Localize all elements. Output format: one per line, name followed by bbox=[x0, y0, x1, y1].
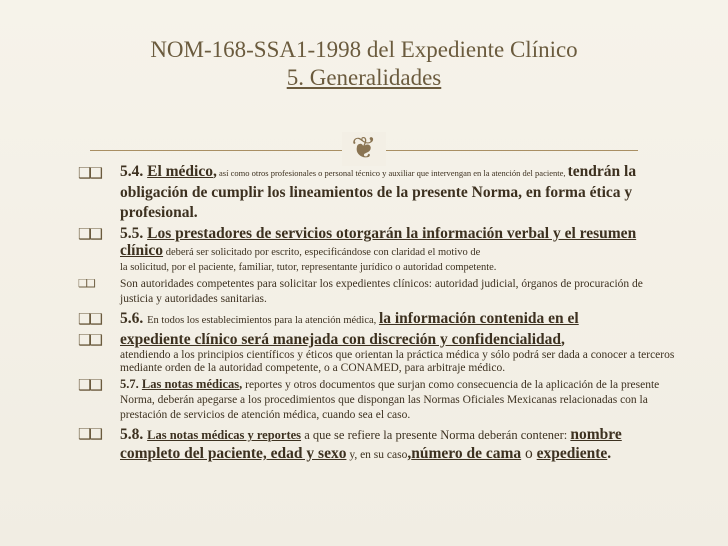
comma: , bbox=[213, 163, 217, 180]
period: . bbox=[607, 445, 612, 462]
square-bullet-icon: ❑❑ bbox=[78, 166, 101, 182]
square-bullet-icon: ❑❑ bbox=[78, 227, 101, 243]
square-bullet-icon: ❑❑ bbox=[78, 312, 101, 328]
item-emphasis-name: nombre completo del paciente, edad y sexo bbox=[120, 426, 622, 462]
item-emphasis: tendrán la obligación de cumplir los lineamientos de la presente Norma, en forma ética y profesional. bbox=[120, 163, 637, 221]
list-item-5-4 bbox=[78, 162, 678, 223]
list-item-5-8 bbox=[78, 425, 678, 464]
item-text: o bbox=[521, 445, 537, 462]
item-emphasis-bed: número de cama bbox=[411, 445, 522, 462]
item-text: y, en su caso bbox=[346, 449, 408, 461]
item-emphasis-record: expediente bbox=[536, 445, 608, 462]
item-heading: la información contenida en el bbox=[378, 310, 579, 327]
item-heading: Los prestadores de servicios otorgarán la información verbal y el resumen clínico bbox=[120, 225, 637, 259]
square-bullet-icon: ❑❑ bbox=[78, 333, 101, 349]
item-number: 5.4. bbox=[120, 163, 148, 180]
list-item-5-6 bbox=[78, 309, 678, 375]
list-item-authorities bbox=[78, 276, 678, 306]
comma: , bbox=[239, 377, 243, 391]
item-heading: Las notas médicas bbox=[141, 377, 240, 391]
title-line-1: NOM-168-SSA1-1998 del Expediente Clínico bbox=[150, 37, 578, 62]
item-text: Son autoridades competentes para solicitar los expedientes clínicos: autoridad judicial, órganos de procuración de justicia y autoridades sanitarias. bbox=[120, 278, 643, 305]
comma: , bbox=[561, 331, 565, 348]
item-number: 5.8. bbox=[120, 426, 148, 443]
item-text: En todos los establecimientos para la atención médica, bbox=[147, 315, 379, 326]
item-number: 5.5. bbox=[120, 225, 148, 242]
item-text: atendiendo a los principios científicos y éticos que orientan la práctica médica y sólo podrá ser dada a conocer a terceros mediante orden de la autoridad competente, o a CONAMED, para arbitraje médico. bbox=[120, 349, 675, 374]
square-bullet-icon: ❑❑ bbox=[78, 278, 94, 290]
title-line-2: 5. Generalidades bbox=[286, 65, 442, 90]
slide-title bbox=[0, 36, 728, 92]
item-number: 5.7. bbox=[120, 377, 142, 391]
item-number: 5.6. bbox=[120, 310, 148, 327]
comma: , bbox=[407, 445, 412, 462]
item-text: así como otros profesionales o personal técnico y auxiliar que intervengan en la atención del paciente, bbox=[216, 168, 568, 178]
item-heading-continued: expediente clínico será manejada con discreción y confidencialidad bbox=[120, 331, 562, 348]
list-item-5-7 bbox=[78, 377, 678, 422]
list-item-5-5 bbox=[78, 225, 678, 274]
item-text: a que se refiere la presente Norma deberán contener: bbox=[301, 428, 571, 442]
item-text-continued: la solicitud, por el paciente, familiar, tutor, representante jurídico o autoridad competente. bbox=[120, 262, 497, 273]
item-heading: El médico bbox=[147, 163, 213, 180]
item-text: reportes y otros documentos que surjan como consecuencia de la aplicación de la presente Norma, deberán apegarse a los procedimientos que dispongan las Normas Oficiales Mexicanas relacionadas con la prestación de servicios de atención médica, cuando sea el caso. bbox=[120, 379, 660, 421]
slide-content bbox=[78, 162, 678, 464]
item-heading: Las notas médicas y reportes bbox=[147, 428, 302, 442]
ornament-icon: ❦ bbox=[342, 132, 386, 166]
item-continuation bbox=[78, 330, 678, 375]
square-bullet-icon: ❑❑ bbox=[78, 378, 101, 394]
square-bullet-icon: ❑❑ bbox=[78, 427, 101, 443]
item-text: deberá ser solicitado por escrito, especificándose con claridad el motivo de bbox=[163, 247, 481, 258]
